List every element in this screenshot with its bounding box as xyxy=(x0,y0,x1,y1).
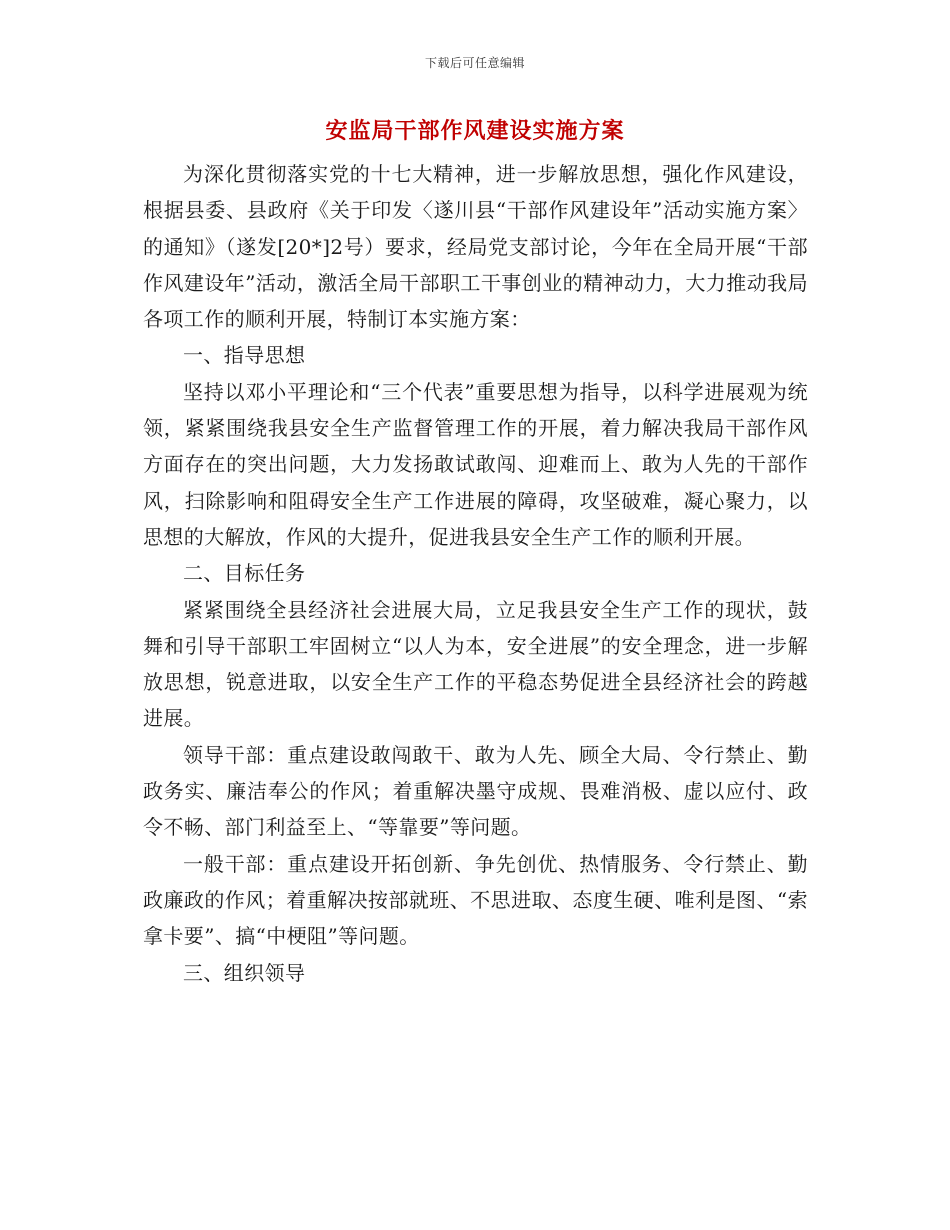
header-note: 下载后可任意编辑 xyxy=(424,56,525,70)
document-body xyxy=(143,156,808,991)
general-cadres-paragraph: 一般干部：重点建设开拓创新、争先创优、热情服务、令行禁止、勤政廉政的作风；着重解决按部就班、不思进取、态度生硬、唯利是图、“索拿卡要”、搞“中梗阻”等问题。 xyxy=(143,851,808,949)
intro-paragraph: 为深化贯彻落实党的十七大精神，进一步解放思想，强化作风建设，根据县委、县政府《关于印发〈遂川县“干部作风建设年”活动实施方案〉的通知》（遂发[20*]2号）要求，经局党支部讨论，今年在全局开展“干部作风建设年”活动，激活全局干部职工干事创业的精神动力，大力推动我局各项工作的顺利开展，特制订本实施方案： xyxy=(143,162,808,332)
section-heading-goals-tasks: 二、目标任务 xyxy=(183,561,306,586)
goals-paragraph: 紧紧围绕全县经济社会进展大局，立足我县安全生产工作的现状，鼓舞和引导干部职工牢固树立“以人为本，安全进展”的安全理念，进一步解放思想，锐意进取，以安全生产工作的平稳态势促进全县经济社会的跨越进展。 xyxy=(143,597,808,731)
document-title: 安监局干部作风建设实施方案 xyxy=(325,118,625,144)
guiding-ideology-paragraph: 坚持以邓小平理论和“三个代表”重要思想为指导，以科学进展观为统领，紧紧围绕我县安全生产监督管理工作的开展，着力解决我局干部作风方面存在的突出问题，大力发扬敢试敢闯、迎难而上、敢为人先的干部作风，扫除影响和阻碍安全生产工作进展的障碍，攻坚破难，凝心聚力，以思想的大解放，作风的大提升，促进我县安全生产工作的顺利开展。 xyxy=(143,379,808,549)
section-heading-guiding-ideology: 一、指导思想 xyxy=(183,343,306,368)
section-heading-organization-leadership: 三、组织领导 xyxy=(183,960,306,985)
leading-cadres-paragraph: 领导干部：重点建设敢闯敢干、敢为人先、顾全大局、令行禁止、勤政务实、廉洁奉公的作风；着重解决墨守成规、畏难消极、虚以应付、政令不畅、部门利益至上、“等靠要”等问题。 xyxy=(143,742,808,840)
